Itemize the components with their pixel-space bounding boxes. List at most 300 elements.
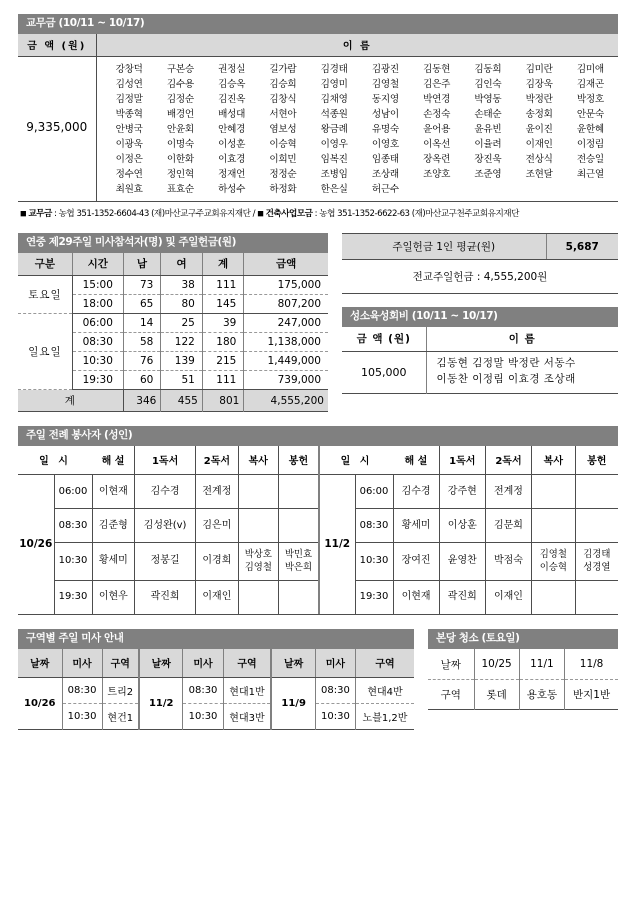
attendance-cell-t: 145 — [202, 295, 244, 314]
dues-name: 김경태 — [320, 64, 348, 76]
liturgy-right-thead — [319, 446, 618, 475]
attendance-cell-t: 111 — [202, 371, 244, 390]
vocation-fund-table — [342, 327, 618, 394]
attendance-cell-time: 10:30 — [72, 352, 123, 371]
dues-name: 이승혁 — [269, 139, 297, 151]
liturgy-col-header: 해 설 — [92, 446, 135, 475]
cleaning-block — [428, 629, 618, 710]
district-col-header: 구역 — [223, 649, 271, 678]
bullet-square-icon-2: ■ — [257, 209, 264, 218]
dues-name: 하성수 — [218, 184, 246, 196]
dues-name: 최근열 — [576, 169, 604, 181]
dues-name: 김장욱 — [525, 79, 553, 91]
section-liturgy-servers — [18, 426, 618, 615]
vocation-names-header: 이 름 — [426, 327, 618, 352]
attendance-cell-m: 60 — [123, 371, 161, 390]
attendance-cell-time: 08:30 — [72, 333, 123, 352]
liturgy-server-cell: 이재인 — [196, 580, 239, 614]
liturgy-table-right — [318, 446, 618, 614]
dues-name: 김정순 — [166, 94, 194, 106]
liturgy-col-header: 봉헌 — [575, 446, 618, 475]
dues-name: 임복진 — [320, 154, 348, 166]
vocation-names-line-2: 이동찬 이정림 이효경 조상래 — [436, 373, 576, 385]
district-col-header: 미사 — [183, 649, 223, 678]
liturgy-server-cell: 김준형 — [92, 509, 135, 543]
cleaning-row — [428, 649, 618, 679]
dues-name: 박정란 — [525, 94, 553, 106]
dues-name: 이명숙 — [166, 139, 194, 151]
vocation-names-cell — [426, 352, 618, 394]
attendance-row — [18, 314, 328, 333]
liturgy-col-header: 1독서 — [135, 446, 196, 475]
dues-name: 정수연 — [115, 169, 143, 181]
dues-account-note — [18, 202, 618, 219]
dues-name: 조준영 — [474, 169, 502, 181]
dues-name: 안문숙 — [576, 109, 604, 121]
dues-name: 이율려 — [474, 139, 502, 151]
dues-name: 윤어용 — [423, 124, 451, 136]
liturgy-server-cell — [238, 509, 278, 543]
district-time-cell: 08:30 — [183, 678, 223, 704]
dues-amount-value: 9,335,000 — [18, 57, 96, 202]
liturgy-server-cell: 이현재 — [92, 475, 135, 509]
average-offering-table — [342, 234, 618, 259]
dues-name: 이정은 — [115, 154, 143, 166]
dues-name: 김승옥 — [218, 79, 246, 91]
dues-name: 하정화 — [269, 184, 297, 196]
dues-names-cell — [96, 57, 618, 202]
dues-name: 송정회 — [525, 109, 553, 121]
liturgy-time-cell: 10:30 — [54, 543, 92, 580]
attendance-cell-m: 76 — [123, 352, 161, 371]
liturgy-row — [319, 543, 618, 580]
liturgy-server-cell: 전계정 — [485, 475, 531, 509]
liturgy-row — [18, 543, 318, 580]
liturgy-row — [319, 580, 618, 614]
dues-name: 김채영 — [320, 94, 348, 106]
liturgy-time-cell: 06:00 — [54, 475, 92, 509]
attendance-col-header: 계 — [202, 253, 244, 276]
liturgy-col-header: 2독서 — [196, 446, 239, 475]
district-time-cell: 08:30 — [62, 678, 102, 704]
dues-name: 조병임 — [320, 169, 348, 181]
liturgy-server-cell — [238, 543, 278, 580]
attendance-cell-m: 14 — [123, 314, 161, 333]
district-col-header: 미사 — [62, 649, 102, 678]
dues-name: 한은실 — [320, 184, 348, 196]
dues-name: 김수용 — [166, 79, 194, 91]
mission-offering-total: 전교주일헌금 : 4,555,200원 — [342, 260, 618, 294]
attendance-col-header: 남 — [123, 253, 161, 276]
attendance-cell-m: 65 — [123, 295, 161, 314]
liturgy-server-cell: 이재인 — [485, 580, 531, 614]
liturgy-col-header: 2독서 — [485, 446, 531, 475]
vocation-amount-header: 금 액 (원) — [342, 327, 426, 352]
spacer — [342, 294, 618, 307]
average-offering-label: 주일헌금 1인 평균(원) — [392, 241, 496, 254]
attendance-cell-time: 15:00 — [72, 276, 123, 295]
liturgy-right-header-row — [319, 446, 618, 475]
district-col-header: 날짜 — [271, 649, 315, 678]
attendance-cell-amt: 175,000 — [244, 276, 328, 295]
dues-name: 김은주 — [423, 79, 451, 91]
dues-name: 김광진 — [371, 64, 399, 76]
attendance-left — [18, 233, 328, 412]
cleaning-zone-cell: 용호동 — [519, 679, 564, 709]
dues-name: 이재인 — [525, 139, 553, 151]
attendance-cell-f: 122 — [161, 333, 203, 352]
liturgy-datetime-header: 일 시 — [319, 446, 393, 475]
dues-name: 이효경 — [218, 154, 246, 166]
liturgy-servers-wrap — [18, 446, 618, 615]
dues-name: 전승일 — [576, 154, 604, 166]
liturgy-date-cell: 10/26 — [18, 475, 54, 614]
liturgy-server-cell: 윤영찬 — [439, 543, 485, 580]
district-date-cell: 10/26 — [18, 678, 62, 730]
dues-name: 강창덕 — [115, 64, 143, 76]
district-mass-table — [18, 649, 414, 730]
dues-name: 정인혁 — [166, 169, 194, 181]
dues-name: 허근수 — [371, 184, 399, 196]
liturgy-server-cell: 황세미 — [92, 543, 135, 580]
liturgy-server-cell: 곽진희 — [439, 580, 485, 614]
district-time-cell: 10:30 — [62, 704, 102, 730]
liturgy-server-cell: 김은미 — [196, 509, 239, 543]
dues-name: 안병국 — [115, 124, 143, 136]
liturgy-server-cell — [532, 580, 576, 614]
attendance-cell-amt: 247,000 — [244, 314, 328, 333]
district-mass-block — [18, 629, 414, 730]
dues-name: 왕금례 — [320, 124, 348, 136]
dues-name: 장옥련 — [423, 154, 451, 166]
dues-name: 임종태 — [371, 154, 399, 166]
liturgy-server-name: 박상호 — [244, 549, 272, 561]
attendance-cell-amt: 1,449,000 — [244, 352, 328, 371]
liturgy-time-cell: 19:30 — [54, 580, 92, 614]
dues-name: 김진옥 — [218, 94, 246, 106]
district-tbody — [18, 678, 414, 730]
liturgy-row — [319, 475, 618, 509]
cleaning-row-label: 날짜 — [428, 649, 474, 679]
dues-name: 김미란 — [525, 64, 553, 76]
dues-name-grid — [104, 61, 617, 195]
dues-name: 구본승 — [166, 64, 194, 76]
dues-name: 동지영 — [371, 94, 399, 106]
district-date-cell: 11/9 — [271, 678, 315, 730]
average-offering-box — [342, 233, 618, 260]
vocation-fund-title: 성소육성회비 (10/11 ~ 10/17) — [342, 307, 618, 327]
attendance-title: 연중 제29주일 미사참석자(명) 및 주일헌금(원) — [18, 233, 328, 253]
attendance-total-amt: 4,555,200 — [244, 390, 328, 412]
liturgy-server-cell — [532, 475, 576, 509]
cleaning-row-label: 구역 — [428, 679, 474, 709]
attendance-cell-f: 80 — [161, 295, 203, 314]
liturgy-date-cell: 11/2 — [319, 475, 355, 614]
district-zone-cell: 트리2 — [102, 678, 139, 704]
liturgy-server-name: 이승혁 — [539, 561, 567, 573]
dues-name: 김미애 — [576, 64, 604, 76]
dues-name: 석종원 — [320, 109, 348, 121]
attendance-thead — [18, 253, 328, 276]
liturgy-right-tbody — [319, 475, 618, 614]
cleaning-tbody — [428, 649, 618, 709]
dues-name: 이정림 — [576, 139, 604, 151]
attendance-total-m: 346 — [123, 390, 161, 412]
liturgy-col-header: 해 설 — [393, 446, 439, 475]
cleaning-table — [428, 649, 618, 710]
dues-amount-header: 금 액 (원) — [18, 34, 96, 57]
dues-table — [18, 34, 618, 201]
liturgy-server-cell: 김수경 — [135, 475, 196, 509]
dues-name: 윤이진 — [525, 124, 553, 136]
district-col-header: 날짜 — [139, 649, 183, 678]
liturgy-server-cell — [278, 475, 318, 509]
dues-name: 배성대 — [218, 109, 246, 121]
liturgy-server-cell — [278, 543, 318, 580]
liturgy-server-cell — [532, 543, 576, 580]
liturgy-servers-title: 주일 전례 봉사자 (성인) — [18, 426, 618, 446]
attendance-col-header: 구분 — [18, 253, 72, 276]
attendance-header-row — [18, 253, 328, 276]
bullet-square-icon: ■ — [20, 209, 27, 218]
liturgy-server-cell — [278, 580, 318, 614]
liturgy-server-cell: 이상훈 — [439, 509, 485, 543]
district-thead — [18, 649, 414, 678]
district-time-cell: 10:30 — [315, 704, 355, 730]
dues-name: 김재곤 — [576, 79, 604, 91]
liturgy-server-cell — [575, 475, 618, 509]
average-offering-value: 5,687 — [546, 234, 618, 259]
district-zone-cell: 현대4반 — [355, 678, 414, 704]
dues-name: 이영호 — [371, 139, 399, 151]
dues-name: 안혜경 — [218, 124, 246, 136]
attendance-cell-m: 58 — [123, 333, 161, 352]
dues-name: 윤한혜 — [576, 124, 604, 136]
dues-name: 손정숙 — [423, 109, 451, 121]
section-attendance — [18, 233, 618, 412]
liturgy-row — [18, 580, 318, 614]
liturgy-server-cell: 박점숙 — [485, 543, 531, 580]
district-zone-cell: 현건1 — [102, 704, 139, 730]
liturgy-row — [18, 475, 318, 509]
attendance-cell-amt: 807,200 — [244, 295, 328, 314]
dues-name: 박정호 — [576, 94, 604, 106]
attendance-total-f: 455 — [161, 390, 203, 412]
attendance-cell-time: 06:00 — [72, 314, 123, 333]
dues-note-text-1: : 농협 351-1352-6604-43 (재)마산교구주교회유지재단 / — [51, 209, 258, 220]
dues-name: 정재언 — [218, 169, 246, 181]
attendance-col-header: 여 — [161, 253, 203, 276]
dues-name: 길가람 — [269, 64, 297, 76]
attendance-cell-f: 38 — [161, 276, 203, 295]
liturgy-server-cell — [575, 543, 618, 580]
liturgy-server-name: 박민효 — [284, 549, 313, 561]
district-header-row — [18, 649, 414, 678]
liturgy-server-cell: 김문희 — [485, 509, 531, 543]
dues-name: 서현아 — [269, 109, 297, 121]
district-row — [18, 678, 414, 704]
dues-name: 김승희 — [269, 79, 297, 91]
liturgy-server-name: 박은희 — [284, 561, 313, 573]
liturgy-datetime-header: 일 시 — [18, 446, 92, 475]
attendance-cell-amt: 1,138,000 — [244, 333, 328, 352]
attendance-cell-t: 39 — [202, 314, 244, 333]
attendance-cell-t: 111 — [202, 276, 244, 295]
liturgy-left-tbody — [18, 475, 318, 614]
dues-name: 박종혁 — [115, 109, 143, 121]
section-dues-title: 교무금 (10/11 ~ 10/17) — [18, 14, 618, 34]
district-date-cell: 11/2 — [139, 678, 183, 730]
dues-name: 최원효 — [115, 184, 143, 196]
liturgy-col-header: 봉헌 — [278, 446, 318, 475]
district-zone-cell: 노블1,2반 — [362, 713, 408, 725]
district-col-header: 구역 — [355, 649, 414, 678]
liturgy-server-cell: 정봉길 — [135, 543, 196, 580]
liturgy-col-header: 복사 — [532, 446, 576, 475]
attendance-row — [18, 276, 328, 295]
vocation-fund-header-row — [342, 327, 618, 352]
dues-name: 조상래 — [371, 169, 399, 181]
liturgy-server-cell — [532, 509, 576, 543]
liturgy-time-cell: 08:30 — [355, 509, 393, 543]
dues-name: 윤유빈 — [474, 124, 502, 136]
district-zone-cell: 현대3반 — [223, 704, 271, 730]
dues-name: 권정실 — [218, 64, 246, 76]
liturgy-server-cell — [575, 509, 618, 543]
dues-name: 조양호 — [423, 169, 451, 181]
vocation-fund-body-row — [342, 352, 618, 394]
cleaning-date-cell: 10/25 — [474, 649, 519, 679]
dues-name: 이광욱 — [115, 139, 143, 151]
dues-name: 김영철 — [371, 79, 399, 91]
liturgy-row — [18, 509, 318, 543]
liturgy-col-header: 1독서 — [439, 446, 485, 475]
dues-name: 정정순 — [269, 169, 297, 181]
attendance-cell-f: 25 — [161, 314, 203, 333]
attendance-col-header: 금액 — [244, 253, 328, 276]
liturgy-left-thead — [18, 446, 318, 475]
liturgy-server-name: 김영철 — [244, 561, 272, 573]
district-zone-cell: 현대1반 — [223, 678, 271, 704]
district-row — [18, 704, 414, 730]
liturgy-server-cell: 이현재 — [393, 580, 439, 614]
dues-name: 김성연 — [115, 79, 143, 91]
attendance-total-t: 801 — [202, 390, 244, 412]
dues-name: 김인숙 — [474, 79, 502, 91]
cleaning-zone-cell: 롯데 — [474, 679, 519, 709]
liturgy-server-cell: 황세미 — [393, 509, 439, 543]
dues-name: 이영우 — [320, 139, 348, 151]
dues-name: 김창식 — [269, 94, 297, 106]
attendance-cell-time: 18:00 — [72, 295, 123, 314]
attendance-group-label: 토요일 — [18, 276, 72, 314]
liturgy-server-cell: 김성완(v) — [135, 509, 196, 543]
dues-name: 박영동 — [474, 94, 502, 106]
cleaning-title: 본당 청소 (토요일) — [428, 629, 618, 649]
liturgy-server-cell: 이경희 — [196, 543, 239, 580]
dues-name: 유명숙 — [371, 124, 399, 136]
cleaning-zone-cell: 반지1반 — [573, 688, 611, 701]
vocation-names-line-1: 김동현 김정말 박정란 서동수 — [436, 357, 576, 370]
dues-name: 김동현 — [423, 64, 451, 76]
liturgy-server-cell: 이현우 — [92, 580, 135, 614]
dues-name: 성남이 — [371, 109, 399, 121]
dues-note-label-1: 교무금 — [28, 209, 52, 220]
dues-name: 이성훈 — [218, 139, 246, 151]
dues-name: 전상식 — [525, 154, 553, 166]
cleaning-row — [428, 679, 618, 709]
liturgy-server-cell: 장여진 — [393, 543, 439, 580]
section-dues — [18, 14, 618, 219]
attendance-cell-t: 180 — [202, 333, 244, 352]
liturgy-row — [319, 509, 618, 543]
liturgy-server-cell — [575, 580, 618, 614]
dues-name: 장진욱 — [474, 154, 502, 166]
district-time-cell: 10:30 — [183, 704, 223, 730]
liturgy-time-cell: 19:30 — [355, 580, 393, 614]
liturgy-server-name: 김영철 — [539, 549, 567, 561]
dues-name: 손태순 — [474, 109, 502, 121]
dues-name: 김영미 — [320, 79, 348, 91]
attendance-cell-f: 139 — [161, 352, 203, 371]
attendance-total-label: 계 — [18, 390, 123, 412]
cleaning-date-cell: 11/1 — [519, 649, 564, 679]
district-col-header: 구역 — [102, 649, 139, 678]
liturgy-server-cell: 곽진희 — [135, 580, 196, 614]
attendance-cell-amt: 739,000 — [244, 371, 328, 390]
cleaning-date-cell: 11/8 — [565, 649, 618, 679]
liturgy-server-cell — [238, 580, 278, 614]
dues-note-text-2: : 농협 351-1352-6622-63 (재)마산교구천주교회유지재단 — [312, 209, 519, 220]
average-offering-row — [342, 234, 618, 259]
liturgy-server-cell: 강주현 — [439, 475, 485, 509]
attendance-cell-f: 51 — [161, 371, 203, 390]
liturgy-col-header: 복사 — [238, 446, 278, 475]
liturgy-server-cell: 전계정 — [196, 475, 239, 509]
dues-names-header: 이 름 — [96, 34, 618, 57]
attendance-col-header: 시간 — [72, 253, 123, 276]
liturgy-server-cell — [238, 475, 278, 509]
dues-header-row — [18, 34, 618, 57]
dues-name: 이옥선 — [423, 139, 451, 151]
district-time-cell: 08:30 — [315, 678, 355, 704]
dues-name: 염보성 — [269, 124, 297, 136]
dues-table-wrap — [18, 34, 618, 202]
section-schedules — [18, 629, 618, 730]
attendance-group-label: 일요일 — [18, 314, 72, 390]
dues-name: 이희민 — [269, 154, 297, 166]
dues-name: 김정말 — [115, 94, 143, 106]
liturgy-table-left — [18, 446, 318, 614]
district-col-header: 미사 — [315, 649, 355, 678]
liturgy-server-name: 성경열 — [583, 561, 611, 573]
dues-name: 안윤회 — [166, 124, 194, 136]
liturgy-server-name: 김경태 — [583, 549, 611, 561]
dues-name: 박연경 — [423, 94, 451, 106]
dues-name: 김동희 — [474, 64, 502, 76]
liturgy-time-cell: 06:00 — [355, 475, 393, 509]
liturgy-server-cell — [278, 509, 318, 543]
attendance-cell-m: 73 — [123, 276, 161, 295]
district-col-header: 날짜 — [18, 649, 62, 678]
dues-name: 배경언 — [166, 109, 194, 121]
liturgy-time-cell: 08:30 — [54, 509, 92, 543]
dues-name: 이한화 — [166, 154, 194, 166]
vocation-amount-value: 105,000 — [342, 352, 426, 394]
attendance-cell-time: 19:30 — [72, 371, 123, 390]
district-mass-title: 구역별 주일 미사 안내 — [18, 629, 414, 649]
attendance-right — [342, 233, 618, 394]
